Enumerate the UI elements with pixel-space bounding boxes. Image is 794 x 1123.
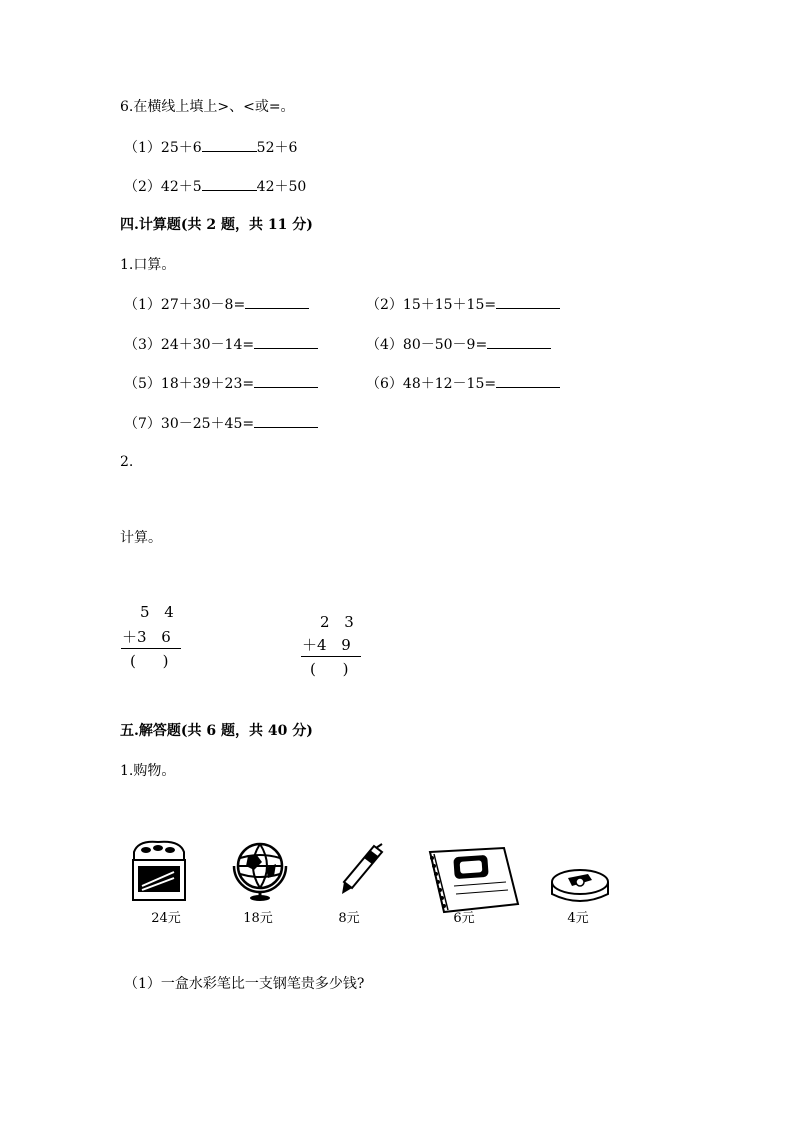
answer-blank[interactable]	[487, 335, 551, 349]
answer-blank[interactable]	[254, 374, 318, 388]
answer-blank[interactable]	[254, 414, 318, 428]
section-4-heading: 四.计算题(共 2 题，共 11 分)	[120, 217, 313, 233]
vertical-add-1-answer[interactable]: ( )	[130, 652, 169, 670]
vertical-add-2-top: 2 3	[320, 613, 354, 631]
answer-blank[interactable]	[202, 177, 257, 191]
mental-calc-item-2: （2）15＋15＋15=	[366, 295, 560, 314]
price-label: 24元	[151, 911, 181, 926]
mental-calc-item-7: （7）30－25＋45=	[124, 414, 318, 433]
watercolor-pen-box-icon	[128, 838, 190, 904]
answer-blank[interactable]	[254, 335, 318, 349]
mental-calc-item-3: （3）24＋30－14=	[124, 335, 318, 354]
answer-blank[interactable]	[496, 374, 560, 388]
vertical-add-2-bottom: ＋4 9	[302, 636, 351, 654]
price-label: 18元	[243, 911, 273, 926]
answer-blank[interactable]	[496, 295, 560, 309]
section-5-heading: 五.解答题(共 6 题，共 40 分)	[120, 723, 313, 739]
answer-blank[interactable]	[202, 138, 257, 152]
s5-q1-sub1: （1）一盒水彩笔比一支钢笔贵多少钱?	[124, 976, 365, 992]
mental-calc-item-6: （6）48＋12－15=	[366, 374, 560, 393]
mental-calc-item-5: （5）18＋39＋23=	[124, 374, 318, 393]
vertical-add-2-answer[interactable]: ( )	[310, 660, 349, 678]
vertical-add-1-top: 5 4	[140, 603, 174, 621]
pen-icon	[336, 842, 386, 896]
s5-q1-title: 1.购物。	[120, 763, 176, 779]
mental-calc-item-4: （4）80－50－9=	[366, 335, 551, 354]
s4-q2-instruction: 计算。	[120, 530, 162, 546]
price-label: 4元	[567, 911, 589, 926]
pencil-sharpener-icon	[548, 866, 612, 908]
q6-item-2: （2）42＋5 42＋50	[124, 179, 307, 195]
mental-calc-item-1: （1）27＋30－8=	[124, 295, 309, 314]
q6-item-1: （1）25＋6 52＋6	[124, 140, 298, 156]
q6-title: 6.在横线上填上>、<或=。	[120, 99, 295, 115]
vertical-add-1-bottom: ＋3 6	[122, 628, 171, 646]
vertical-add-1-rule	[121, 648, 181, 649]
vertical-add-2-rule	[301, 656, 361, 657]
price-label: 8元	[338, 911, 360, 926]
notebook-icon	[424, 846, 520, 914]
s4-q1-title: 1.口算。	[120, 257, 176, 273]
price-label: 6元	[453, 911, 475, 926]
globe-icon	[224, 840, 296, 902]
answer-blank[interactable]	[245, 295, 309, 309]
s4-q2-title: 2.	[120, 454, 134, 470]
